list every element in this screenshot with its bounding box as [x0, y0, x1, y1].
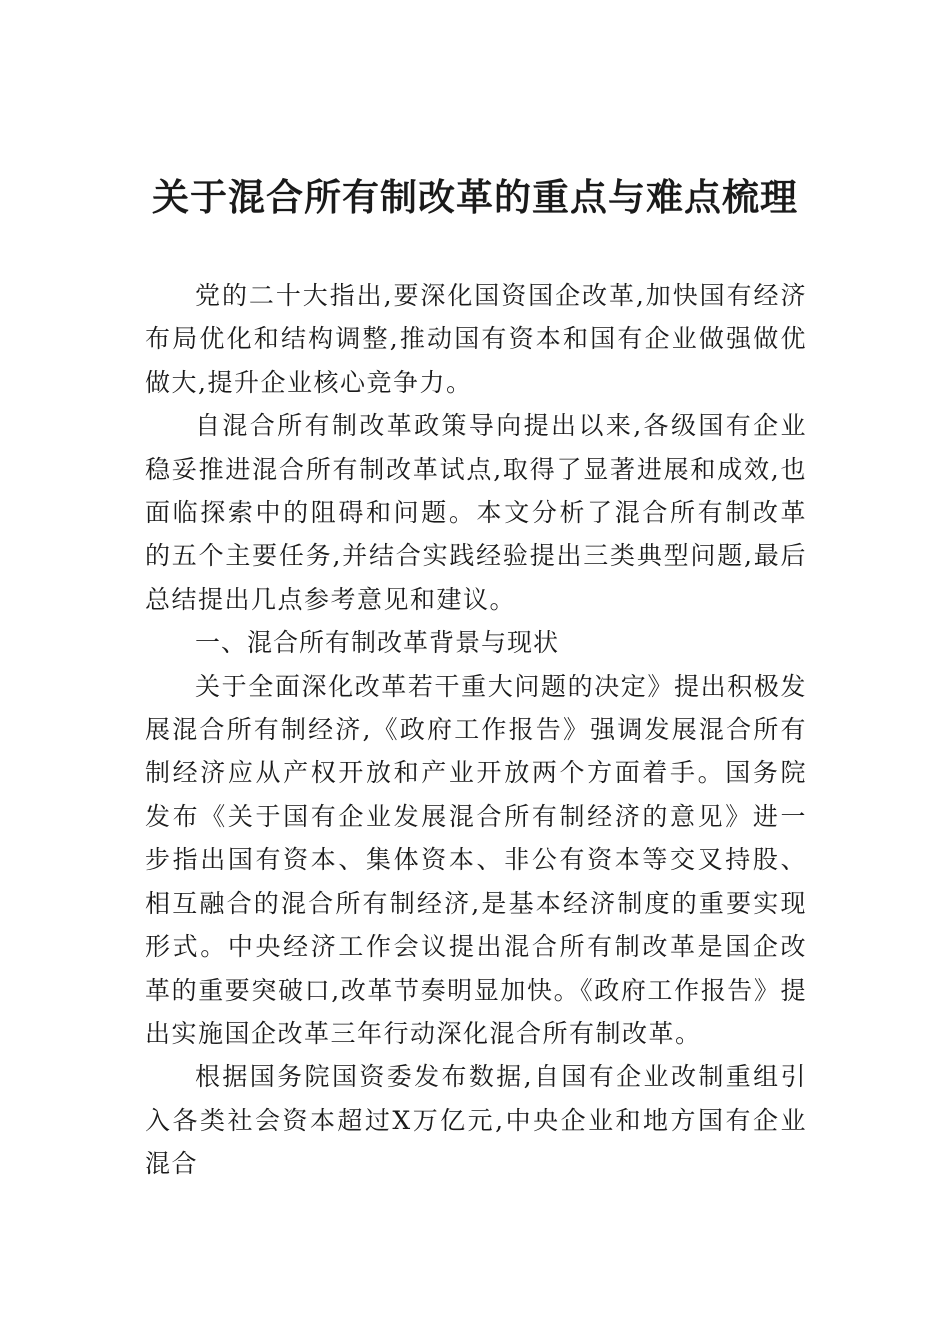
section-1-paragraph-1: 关于全面深化改革若干重大问题的决定》提出积极发展混合所有制经济,《政府工作报告》强调发展混合所有制经济应从产权开放和产业开放两个方面着手。国务院发布《关于国有企业发展混合所有制经济的意见》进一步指出国有资本、集体资本、非公有资本等交叉持股、相互融合的混合所有制经济,是基本经济制度的重要实现形式。中央经济工作会议提出混合所有制改革是国企改革的重要突破口,改革节奏明显加快。《政府工作报告》提出实施国企改革三年行动深化混合所有制改革。 — [145, 671, 807, 1048]
intro-paragraph-2: 自混合所有制改革政策导向提出以来,各级国有企业稳妥推进混合所有制改革试点,取得了显著进展和成效,也面临探索中的阻碍和问题。本文分析了混合所有制改革的五个主要任务,并结合实践经验提出三类典型问题,最后总结提出几点参考意见和建议。 — [145, 411, 807, 614]
section-1-paragraph-2: 根据国务院国资委发布数据,自国有企业改制重组引入各类社会资本超过X万亿元,中央企业和地方国有企业混合 — [145, 1062, 807, 1179]
document-title: 关于混合所有制改革的重点与难点梳理 — [152, 175, 798, 219]
section-heading-1: 一、混合所有制改革背景与现状 — [195, 628, 560, 658]
document-body — [145, 274, 807, 1186]
intro-paragraph-1: 党的二十大指出,要深化国资国企改革,加快国有经济布局优化和结构调整,推动国有资本和国有企业做强做优做大,提升企业核心竞争力。 — [145, 281, 807, 397]
